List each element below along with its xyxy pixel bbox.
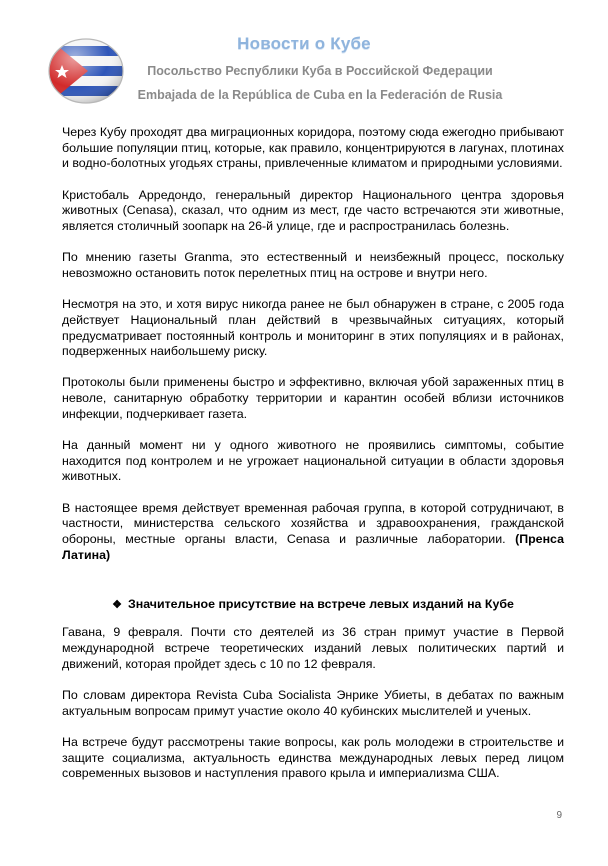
paragraph: Несмотря на это, и хотя вирус никогда ранее не был обнаружен в стране, с 2005 года действует Национальный план действий в чрезвычайных ситуациях, который предусматривает постоянный контроль и мониторинг в этих популяциях и в районах, подверженных наибольшему риску.	[62, 297, 564, 359]
section-heading-text: Значительное присутствие на встрече левых изданий на Кубе	[127, 597, 514, 612]
paragraph-text: В настоящее время действует временная рабочая группа, в которой сотрудничают, в частности, министерства сельского хозяйства и здравоохранения, гражданской обороны, местные органы власти, Cenasa и различные лаборатории.	[62, 500, 564, 547]
paragraph: По словам директора Revista Cuba Socialista Энрике Убиеты, в дебатах по важным актуальным вопросам примут участие около 40 кубинских мыслителей и ученых.	[62, 688, 564, 718]
page-number: 9	[556, 810, 562, 821]
paragraph: Через Кубу проходят два миграционных коридора, поэтому сюда ежегодно прибывают большие популяции птиц, которые, как правило, концентрируются в лагунах, плотинах и водно-болотных угодьях страны, привлеченные климатом и природными условиями.	[62, 125, 564, 171]
paragraph: Кристобаль Арредондо, генеральный директор Национального центра здоровья животных (Cenasa), сказал, что одним из мест, где часто встречаются эти животные, является столичный зоопарк на 26-й улице, где и распространилась болезнь.	[62, 187, 564, 234]
paragraph: Гавана, 9 февраля. Почти сто деятелей из 36 стран примут участие в Первой международной встрече теоретических изданий левых политических партий и движений, которая пройдет здесь с 10 по 12 февраля.	[62, 625, 564, 671]
header-subtitle-ru: Посольство Республики Куба в Российской Федерации	[147, 64, 493, 78]
paragraph: Протоколы были применены быстро и эффективно, включая убой зараженных птиц в неволе, санитарную обработку территории и карантин особей вблизи источников инфекции, подчеркивает газета.	[62, 375, 564, 421]
paragraph: На встрече будут рассмотрены такие вопросы, как роль молодежи в строительстве и защите социализма, актуальность единства международных левых перед лицом современных вызовов и наступления правого крыла и империализма США.	[62, 734, 564, 781]
document-body	[62, 125, 564, 798]
header-title: Новости о Кубе	[237, 34, 371, 53]
page-header	[0, 0, 608, 120]
paragraph-with-source	[62, 501, 564, 564]
header-subtitle-es: Embajada de la República de Cuba en la Federación de Rusia	[137, 88, 503, 102]
paragraph: На данный момент ни у одного животного не проявились симптомы, событие находится под контролем и не угрожает национальной ситуации в области здоровья животных.	[62, 438, 564, 484]
diamond-bullet-icon: ❖	[112, 599, 122, 612]
source-credit: (Пренса Латина)	[62, 532, 564, 562]
paragraph: По мнению газеты Granma, это естественный и неизбежный процесс, поскольку невозможно остановить поток перелетных птиц на острове и внутри него.	[62, 250, 564, 280]
section-heading	[62, 597, 564, 611]
